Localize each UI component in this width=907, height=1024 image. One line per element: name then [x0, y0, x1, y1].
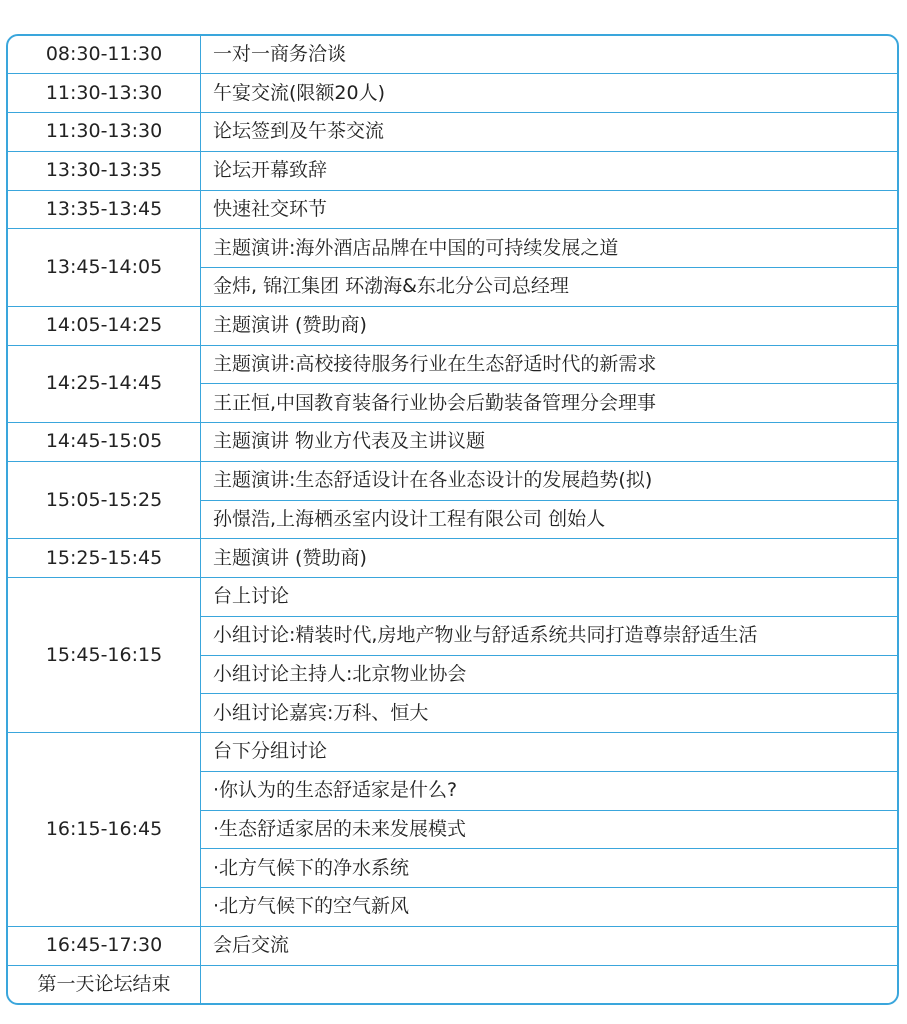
agenda-row [8, 113, 897, 152]
agenda-row [8, 539, 897, 578]
agenda-item: ·北方气候下的净水系统 [201, 849, 898, 888]
time-slot: 第一天论坛结束 [8, 965, 201, 1003]
agenda-item: 会后交流 [201, 926, 898, 965]
agenda-item: 台上讨论 [201, 578, 898, 617]
agenda-row [8, 461, 897, 500]
agenda-body [8, 36, 897, 1003]
time-slot: 16:45-17:30 [8, 926, 201, 965]
time-slot: 11:30-13:30 [8, 74, 201, 113]
time-slot: 14:05-14:25 [8, 306, 201, 345]
agenda-item: 主题演讲 (赞助商) [201, 306, 898, 345]
agenda-item: 王正恒,中国教育装备行业协会后勤装备管理分会理事 [201, 384, 898, 423]
agenda-item: 午宴交流(限额20人) [201, 74, 898, 113]
agenda-item: 孙憬浩,上海栖丞室内设计工程有限公司 创始人 [201, 500, 898, 539]
time-slot: 14:25-14:45 [8, 345, 201, 423]
time-slot: 15:05-15:25 [8, 461, 201, 539]
agenda-item: 小组讨论:精装时代,房地产物业与舒适系统共同打造尊崇舒适生活 [201, 616, 898, 655]
agenda-item: ·生态舒适家居的未来发展模式 [201, 810, 898, 849]
agenda-item: 主题演讲:海外酒店品牌在中国的可持续发展之道 [201, 229, 898, 268]
agenda-item [201, 965, 898, 1003]
agenda-item: 金炜, 锦江集团 环渤海&东北分公司总经理 [201, 268, 898, 307]
agenda-row [8, 733, 897, 772]
agenda-item: 小组讨论嘉宾:万科、恒大 [201, 694, 898, 733]
agenda-item: 主题演讲 物业方代表及主讲议题 [201, 423, 898, 462]
time-slot: 08:30-11:30 [8, 36, 201, 74]
agenda-row [8, 306, 897, 345]
time-slot: 13:35-13:45 [8, 190, 201, 229]
agenda-row [8, 36, 897, 74]
agenda-row [8, 965, 897, 1003]
agenda-row [8, 578, 897, 617]
agenda-item: 台下分组讨论 [201, 733, 898, 772]
agenda-item: 主题演讲:高校接待服务行业在生态舒适时代的新需求 [201, 345, 898, 384]
time-slot: 11:30-13:30 [8, 113, 201, 152]
agenda-row [8, 229, 897, 268]
agenda-item: 论坛签到及午茶交流 [201, 113, 898, 152]
agenda-item: 主题演讲:生态舒适设计在各业态设计的发展趋势(拟) [201, 461, 898, 500]
agenda-item: 一对一商务洽谈 [201, 36, 898, 74]
agenda-item: 主题演讲 (赞助商) [201, 539, 898, 578]
agenda-row [8, 926, 897, 965]
time-slot: 13:45-14:05 [8, 229, 201, 307]
time-slot: 15:25-15:45 [8, 539, 201, 578]
agenda-row [8, 74, 897, 113]
agenda-row [8, 151, 897, 190]
agenda-row [8, 190, 897, 229]
agenda-item: 论坛开幕致辞 [201, 151, 898, 190]
agenda-row [8, 423, 897, 462]
agenda-table [6, 34, 899, 1005]
time-slot: 15:45-16:15 [8, 578, 201, 733]
time-slot: 14:45-15:05 [8, 423, 201, 462]
agenda-row [8, 345, 897, 384]
agenda-item: ·北方气候下的空气新风 [201, 888, 898, 927]
agenda-item: ·你认为的生态舒适家是什么? [201, 771, 898, 810]
agenda-item: 小组讨论主持人:北京物业协会 [201, 655, 898, 694]
time-slot: 16:15-16:45 [8, 733, 201, 927]
agenda-item: 快速社交环节 [201, 190, 898, 229]
time-slot: 13:30-13:35 [8, 151, 201, 190]
